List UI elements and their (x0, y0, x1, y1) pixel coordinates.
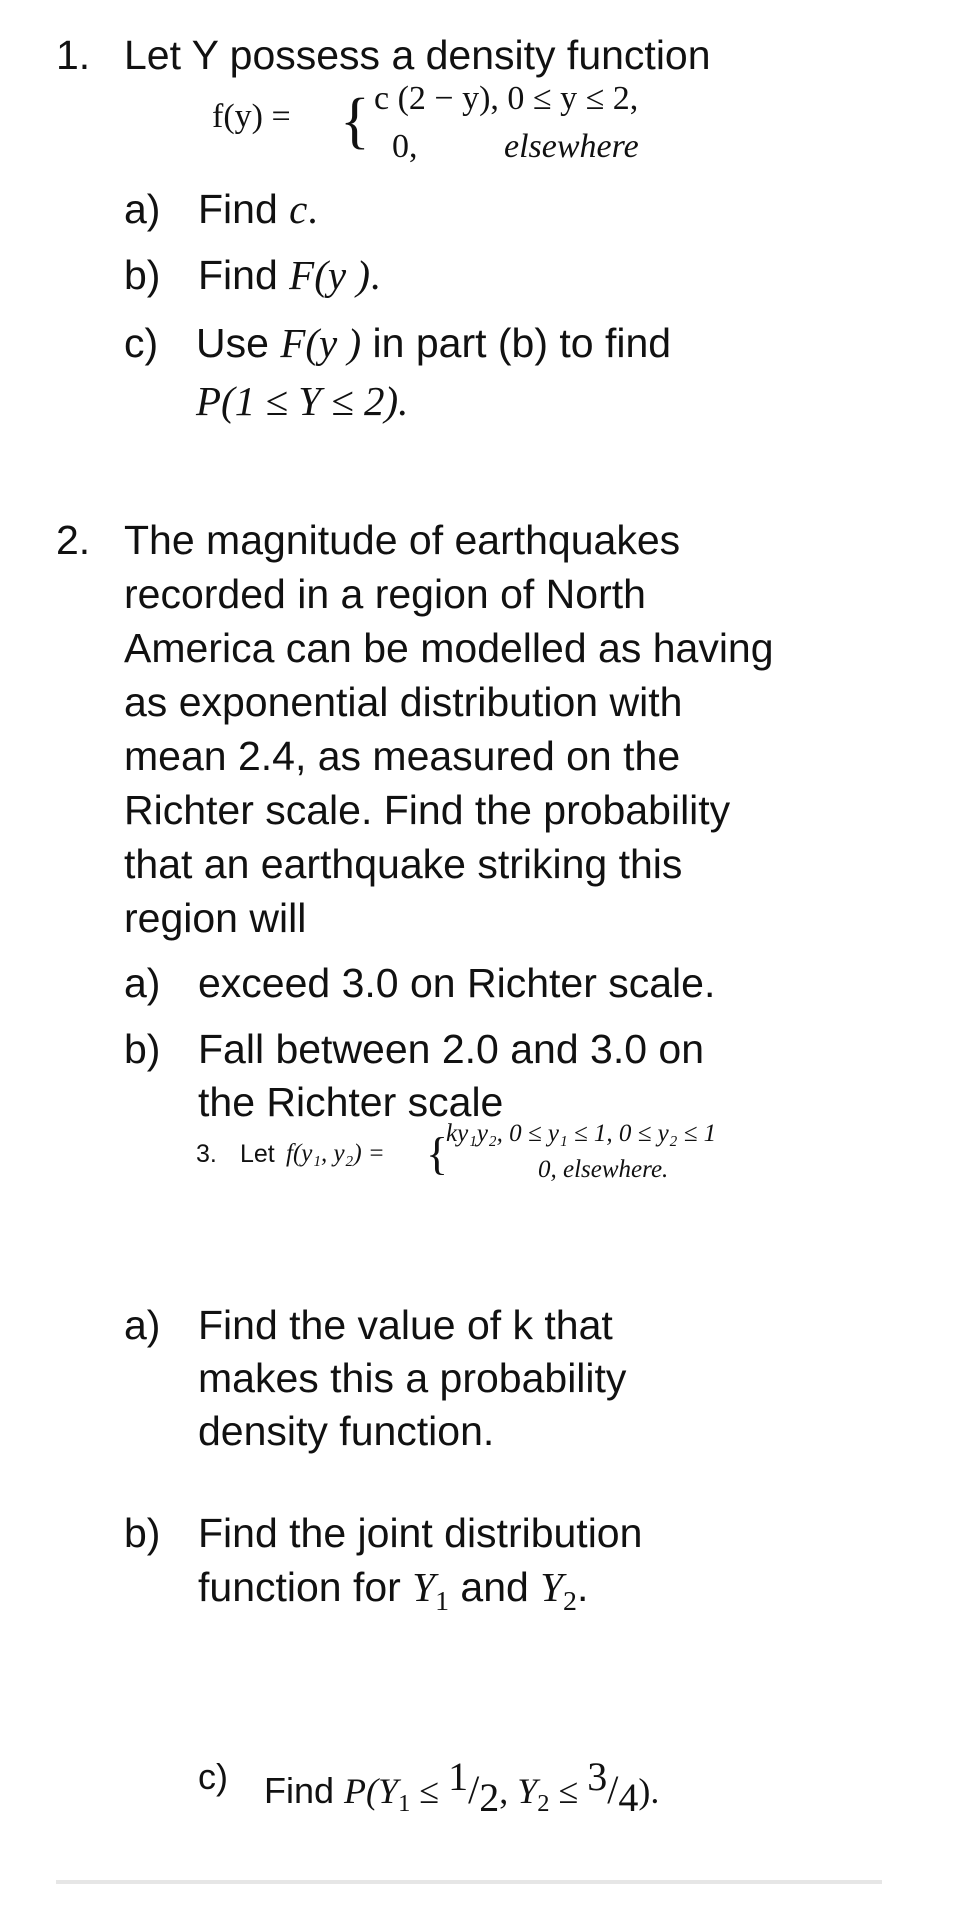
part-a-text: makes this a probability (198, 1355, 627, 1401)
part-b-text: Fall between 2.0 and 3.0 on (198, 1026, 705, 1072)
question-2-line: Richter scale. Find the probability (124, 787, 731, 833)
question-1-number: 1. (56, 32, 91, 78)
question-2-line: The magnitude of earthquakes (124, 517, 681, 563)
density-piece-2-value: 0, (392, 128, 418, 165)
question-2-line: as exponential distribution with (124, 679, 683, 725)
part-b-text: function for $Y_1$ and $Y_2$. (198, 1564, 589, 1618)
part-label: a) (124, 186, 161, 232)
part-label: a) (124, 1302, 161, 1348)
question-2-line: that an earthquake striking this (124, 841, 683, 887)
part-b-text: Find F(y ). (198, 252, 381, 298)
part-b-text: Find the joint distribution (198, 1510, 643, 1556)
part-c-text: Use F(y ) in part (b) to find (196, 320, 672, 366)
part-c-probability: P(1 ≤ Y ≤ 2). (196, 378, 409, 424)
part-a-text: Find c. (198, 186, 318, 232)
part-b-text: the Richter scale (198, 1079, 504, 1125)
part-label: b) (124, 1026, 161, 1072)
part-label: b) (124, 252, 161, 298)
part-label: a) (124, 960, 161, 1006)
question-3-number: 3. (196, 1140, 217, 1168)
piecewise-brace: { (426, 1128, 449, 1179)
bottom-divider (56, 1880, 882, 1884)
part-a-text: density function. (198, 1408, 495, 1454)
joint-density-piece-1: ky₁y₂, 0 ≤ y₁ ≤ 1, 0 ≤ y₂ ≤ 1 (446, 1120, 717, 1147)
joint-density-piece-2: 0, elsewhere. (538, 1156, 669, 1183)
question-2-line: America can be modelled as having (124, 625, 774, 671)
question-2-line: region will (124, 895, 307, 941)
density-piece-2-condition: elsewhere (504, 128, 639, 165)
part-a-text: exceed 3.0 on Richter scale. (198, 960, 716, 1006)
question-1-intro: Let Y possess a density function (124, 32, 711, 78)
question-2-line: recorded in a region of North (124, 571, 646, 617)
question-3-intro: Let (240, 1140, 275, 1168)
density-function-lhs: f(y) = (212, 98, 291, 135)
part-label: c) (198, 1756, 228, 1797)
piecewise-brace: { (340, 87, 370, 155)
part-a-text: Find the value of k that (198, 1302, 613, 1348)
joint-density-lhs: f(y₁, y₂) = (286, 1140, 385, 1167)
question-2-number: 2. (56, 517, 91, 563)
part-label: b) (124, 1510, 161, 1556)
question-2-line: mean 2.4, as measured on the (124, 733, 681, 779)
part-c-text: Find $P(Y_1 \le ^1/_2$, $Y_2 \le ^3/_4$). (264, 1754, 660, 1821)
part-label: c) (124, 320, 159, 366)
density-piece-1: c (2 − y), 0 ≤ y ≤ 2, (374, 80, 639, 117)
